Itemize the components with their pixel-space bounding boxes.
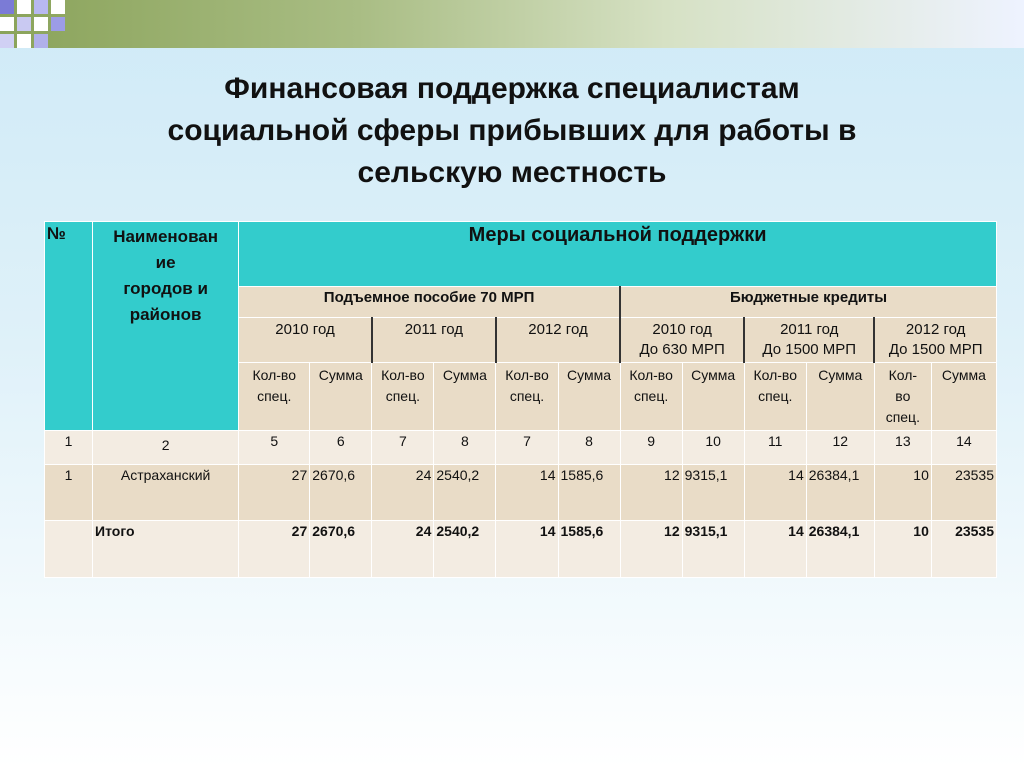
title-line: сельскую местность [357, 156, 667, 189]
total-cell: 27 [239, 521, 310, 578]
count-label: Кол-во [252, 367, 296, 383]
count-label: спец. [633, 388, 669, 404]
header-name-line: городов и [123, 279, 208, 298]
support-table [44, 221, 997, 578]
year-limit: До 1500 МРП [888, 341, 983, 358]
decor-square [17, 0, 31, 14]
col-number: 7 [496, 431, 558, 465]
total-empty-cell [45, 521, 93, 578]
decor-square [0, 0, 14, 14]
col-number: 8 [434, 431, 496, 465]
header-year [874, 318, 996, 363]
data-cell: 14 [496, 465, 558, 521]
total-cell: 2540,2 [434, 521, 496, 578]
count-label: Кол- [888, 367, 918, 383]
title-line: социальной сферы прибывших для работы в [167, 114, 857, 147]
count-label: спец. [257, 388, 292, 404]
decor-square [0, 34, 14, 48]
header-row [45, 222, 997, 287]
col-number: 14 [931, 431, 996, 465]
header-sum: Сумма [310, 363, 372, 431]
data-cell: 27 [239, 465, 310, 521]
header-measures: Меры социальной поддержки [239, 222, 997, 287]
year-label: 2012 год [528, 321, 588, 338]
data-cell: 10 [874, 465, 931, 521]
data-cell: 1585,6 [558, 465, 620, 521]
header-name-line: Наименован [113, 227, 219, 246]
col-number: 6 [310, 431, 372, 465]
total-row [45, 521, 997, 578]
year-label: 2011 год [404, 321, 464, 338]
total-cell: 12 [620, 521, 682, 578]
total-cell: 14 [744, 521, 806, 578]
header-number: № [45, 222, 93, 431]
total-cell: 2670,6 [310, 521, 372, 578]
year-limit: До 1500 МРП [762, 341, 857, 358]
title-line: Финансовая поддержка специалистам [224, 72, 800, 105]
count-label: Кол-во [629, 367, 673, 383]
total-cell: 9315,1 [682, 521, 744, 578]
data-cell: 12 [620, 465, 682, 521]
col-number: 1 [45, 431, 93, 465]
col-number: 13 [874, 431, 931, 465]
decor-square [17, 34, 31, 48]
page-title [60, 68, 964, 194]
decor-square [34, 34, 48, 48]
count-label: спец. [885, 409, 920, 425]
col-number: 5 [239, 431, 310, 465]
total-cell: 24 [372, 521, 434, 578]
header-count [372, 363, 434, 431]
year-label: 2010 год [275, 321, 335, 338]
col-number: 11 [744, 431, 806, 465]
col-number: 2 [93, 431, 239, 465]
year-label: 2012 год [905, 321, 966, 338]
header-year [372, 318, 496, 363]
decor-square [0, 17, 14, 31]
year-label: 2010 год [652, 321, 712, 338]
header-count [744, 363, 806, 431]
count-label: Кол-во [753, 367, 797, 383]
header-year [496, 318, 620, 363]
col-number: 8 [558, 431, 620, 465]
header-count [874, 363, 931, 431]
count-label: спец. [758, 388, 793, 404]
total-label: Итого [93, 521, 239, 578]
total-cell: 23535 [931, 521, 996, 578]
col-number: 10 [682, 431, 744, 465]
col-number: 12 [806, 431, 874, 465]
year-limit: До 630 МРП [639, 341, 725, 358]
header-group-credits: Бюджетные кредиты [620, 287, 996, 318]
header-name-line: районов [129, 305, 202, 324]
top-decor-bar [0, 0, 1024, 48]
total-cell: 26384,1 [806, 521, 874, 578]
decor-square [51, 17, 65, 31]
row-number: 1 [45, 465, 93, 521]
data-cell: 23535 [931, 465, 996, 521]
count-label: Кол-во [505, 367, 549, 383]
table-row [45, 465, 997, 521]
total-cell: 14 [496, 521, 558, 578]
data-cell: 9315,1 [682, 465, 744, 521]
header-sum: Сумма [434, 363, 496, 431]
col-number: 7 [372, 431, 434, 465]
total-cell: 10 [874, 521, 931, 578]
data-cell: 2540,2 [434, 465, 496, 521]
count-label: Кол-во [381, 367, 425, 383]
district-name: Астраханский [93, 465, 239, 521]
decor-square [34, 0, 48, 14]
data-cell: 26384,1 [806, 465, 874, 521]
header-year [239, 318, 372, 363]
decor-square [34, 17, 48, 31]
header-sum: Сумма [931, 363, 996, 431]
header-name [93, 222, 239, 431]
count-label: спец. [509, 388, 545, 404]
data-cell: 2670,6 [310, 465, 372, 521]
data-cell: 24 [372, 465, 434, 521]
header-year [744, 318, 874, 363]
header-count [239, 363, 310, 431]
decor-square [17, 17, 31, 31]
header-sum: Сумма [806, 363, 874, 431]
header-group-allowance: Подъемное пособие 70 МРП [239, 287, 620, 318]
decor-square [51, 0, 65, 14]
header-year [620, 318, 744, 363]
header-count [496, 363, 558, 431]
count-label: во [895, 388, 911, 404]
count-label: спец. [385, 388, 420, 404]
header-count [620, 363, 682, 431]
header-sum: Сумма [682, 363, 744, 431]
year-label: 2011 год [780, 321, 839, 338]
column-number-row [45, 431, 997, 465]
data-cell: 14 [744, 465, 806, 521]
col-number: 9 [620, 431, 682, 465]
total-cell: 1585,6 [558, 521, 620, 578]
header-name-line: ие [155, 253, 176, 272]
header-sum: Сумма [558, 363, 620, 431]
